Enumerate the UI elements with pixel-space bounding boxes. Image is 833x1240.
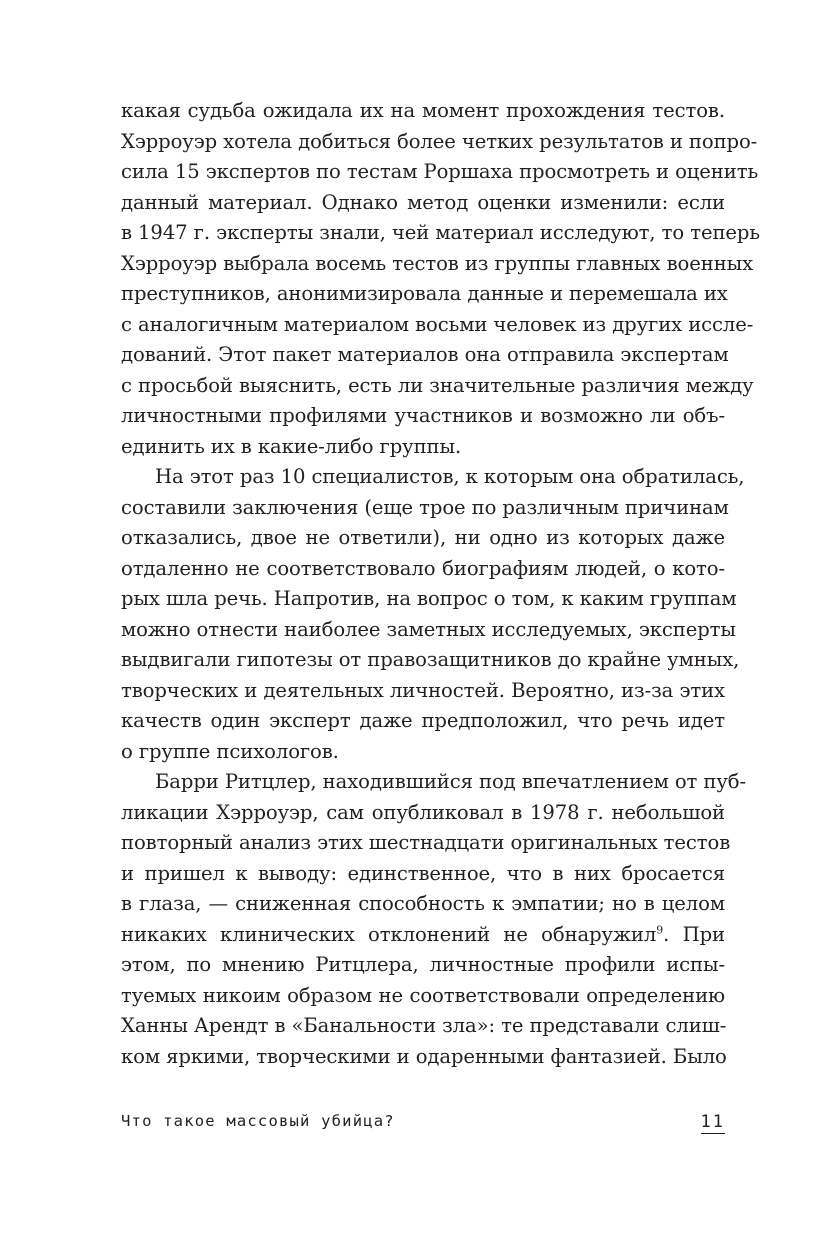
text-line: составили заключения (еще трое по различным причинам: [121, 495, 729, 519]
text-line: отдаленно не соответствовало биографиям людей, о кото-: [121, 556, 725, 580]
text-line-with-footnote: [121, 920, 725, 951]
paragraph-3: [121, 767, 747, 1072]
text-line: ликации Хэрроуэр, сам опубликовал в 1978 г. небольшой: [121, 800, 725, 824]
text-line: единить их в какие-либо группы.: [121, 434, 462, 458]
text-line: можно отнести наиболее заметных исследуемых, эксперты: [121, 617, 736, 641]
text-line: повторный анализ этих шестнадцати оригинальных тестов: [121, 831, 731, 854]
body-text: [121, 96, 760, 1072]
text-line: личностными профилями участников и возможно ли объ-: [121, 404, 725, 427]
text-line: преступников, анонимизировала данные и перемешала их: [121, 282, 728, 305]
text-line: с аналогичным материалом восьми человек из других иссле-: [121, 312, 754, 336]
paragraph-2: [121, 462, 745, 767]
text-line: какая судьба ожидала их на момент прохождения тестов.: [121, 99, 725, 122]
text-line: рых шла речь. Напротив, на вопрос о том, к каким группам: [121, 587, 737, 610]
text-line: Хэрроуэр хотела добиться более четких результатов и попро-: [121, 129, 758, 153]
text-line: выдвигали гипотезы от правозащитников до крайне умных,: [121, 648, 740, 671]
line-text: никаких клинических отклонений не обнаружил: [121, 922, 657, 946]
text-line: На этот раз 10 специалистов, к которым она обратилась,: [155, 465, 745, 488]
text-line: с просьбой выяснить, есть ли значительные различия между: [121, 373, 754, 397]
text-line: Ханны Арендт в «Банальности зла»: те представали слиш-: [121, 1014, 727, 1037]
text-line: качеств один эксперт даже предположил, что речь идет: [121, 709, 725, 732]
text-line: туемых никоим образом не соответствовали определению: [121, 983, 725, 1007]
paragraph-1: [121, 96, 760, 462]
text-line: сила 15 экспертов по тестам Роршаха просмотреть и оценить: [121, 160, 759, 183]
text-line: творческих и деятельных личностей. Вероятно, из-за этих: [121, 678, 725, 702]
line-text-tail: . При: [663, 922, 725, 946]
text-line: в 1947 г. эксперты знали, чей материал исследуют, то теперь: [121, 221, 760, 244]
text-line: в глаза, — сниженная способность к эмпатии; но в целом: [121, 892, 725, 915]
text-line: Барри Ритцлер, находившийся под впечатлением от пуб-: [155, 770, 747, 793]
running-title: Что такое массовый убийца?: [121, 1112, 395, 1130]
text-line: о группе психологов.: [121, 739, 339, 763]
page-number: 11: [700, 1112, 725, 1132]
footnote-marker[interactable]: 9: [656, 922, 664, 936]
page-footer: [121, 1112, 725, 1136]
text-line: Хэрроуэр выбрала восемь тестов из группы главных военных: [121, 251, 754, 275]
text-line: ком яркими, творческими и одаренными фантазией. Было: [121, 1044, 727, 1068]
text-line: данный материал. Однако метод оценки изменили: если: [121, 190, 725, 214]
text-line: отказались, двое не ответили), ни одно из которых даже: [121, 526, 725, 549]
text-line: и пришел к выводу: единственное, что в них бросается: [121, 861, 725, 885]
text-line: дований. Этот пакет материалов она отправила экспертам: [121, 343, 729, 366]
text-line: этом, по мнению Ритцлера, личностные профили испы-: [121, 953, 725, 976]
